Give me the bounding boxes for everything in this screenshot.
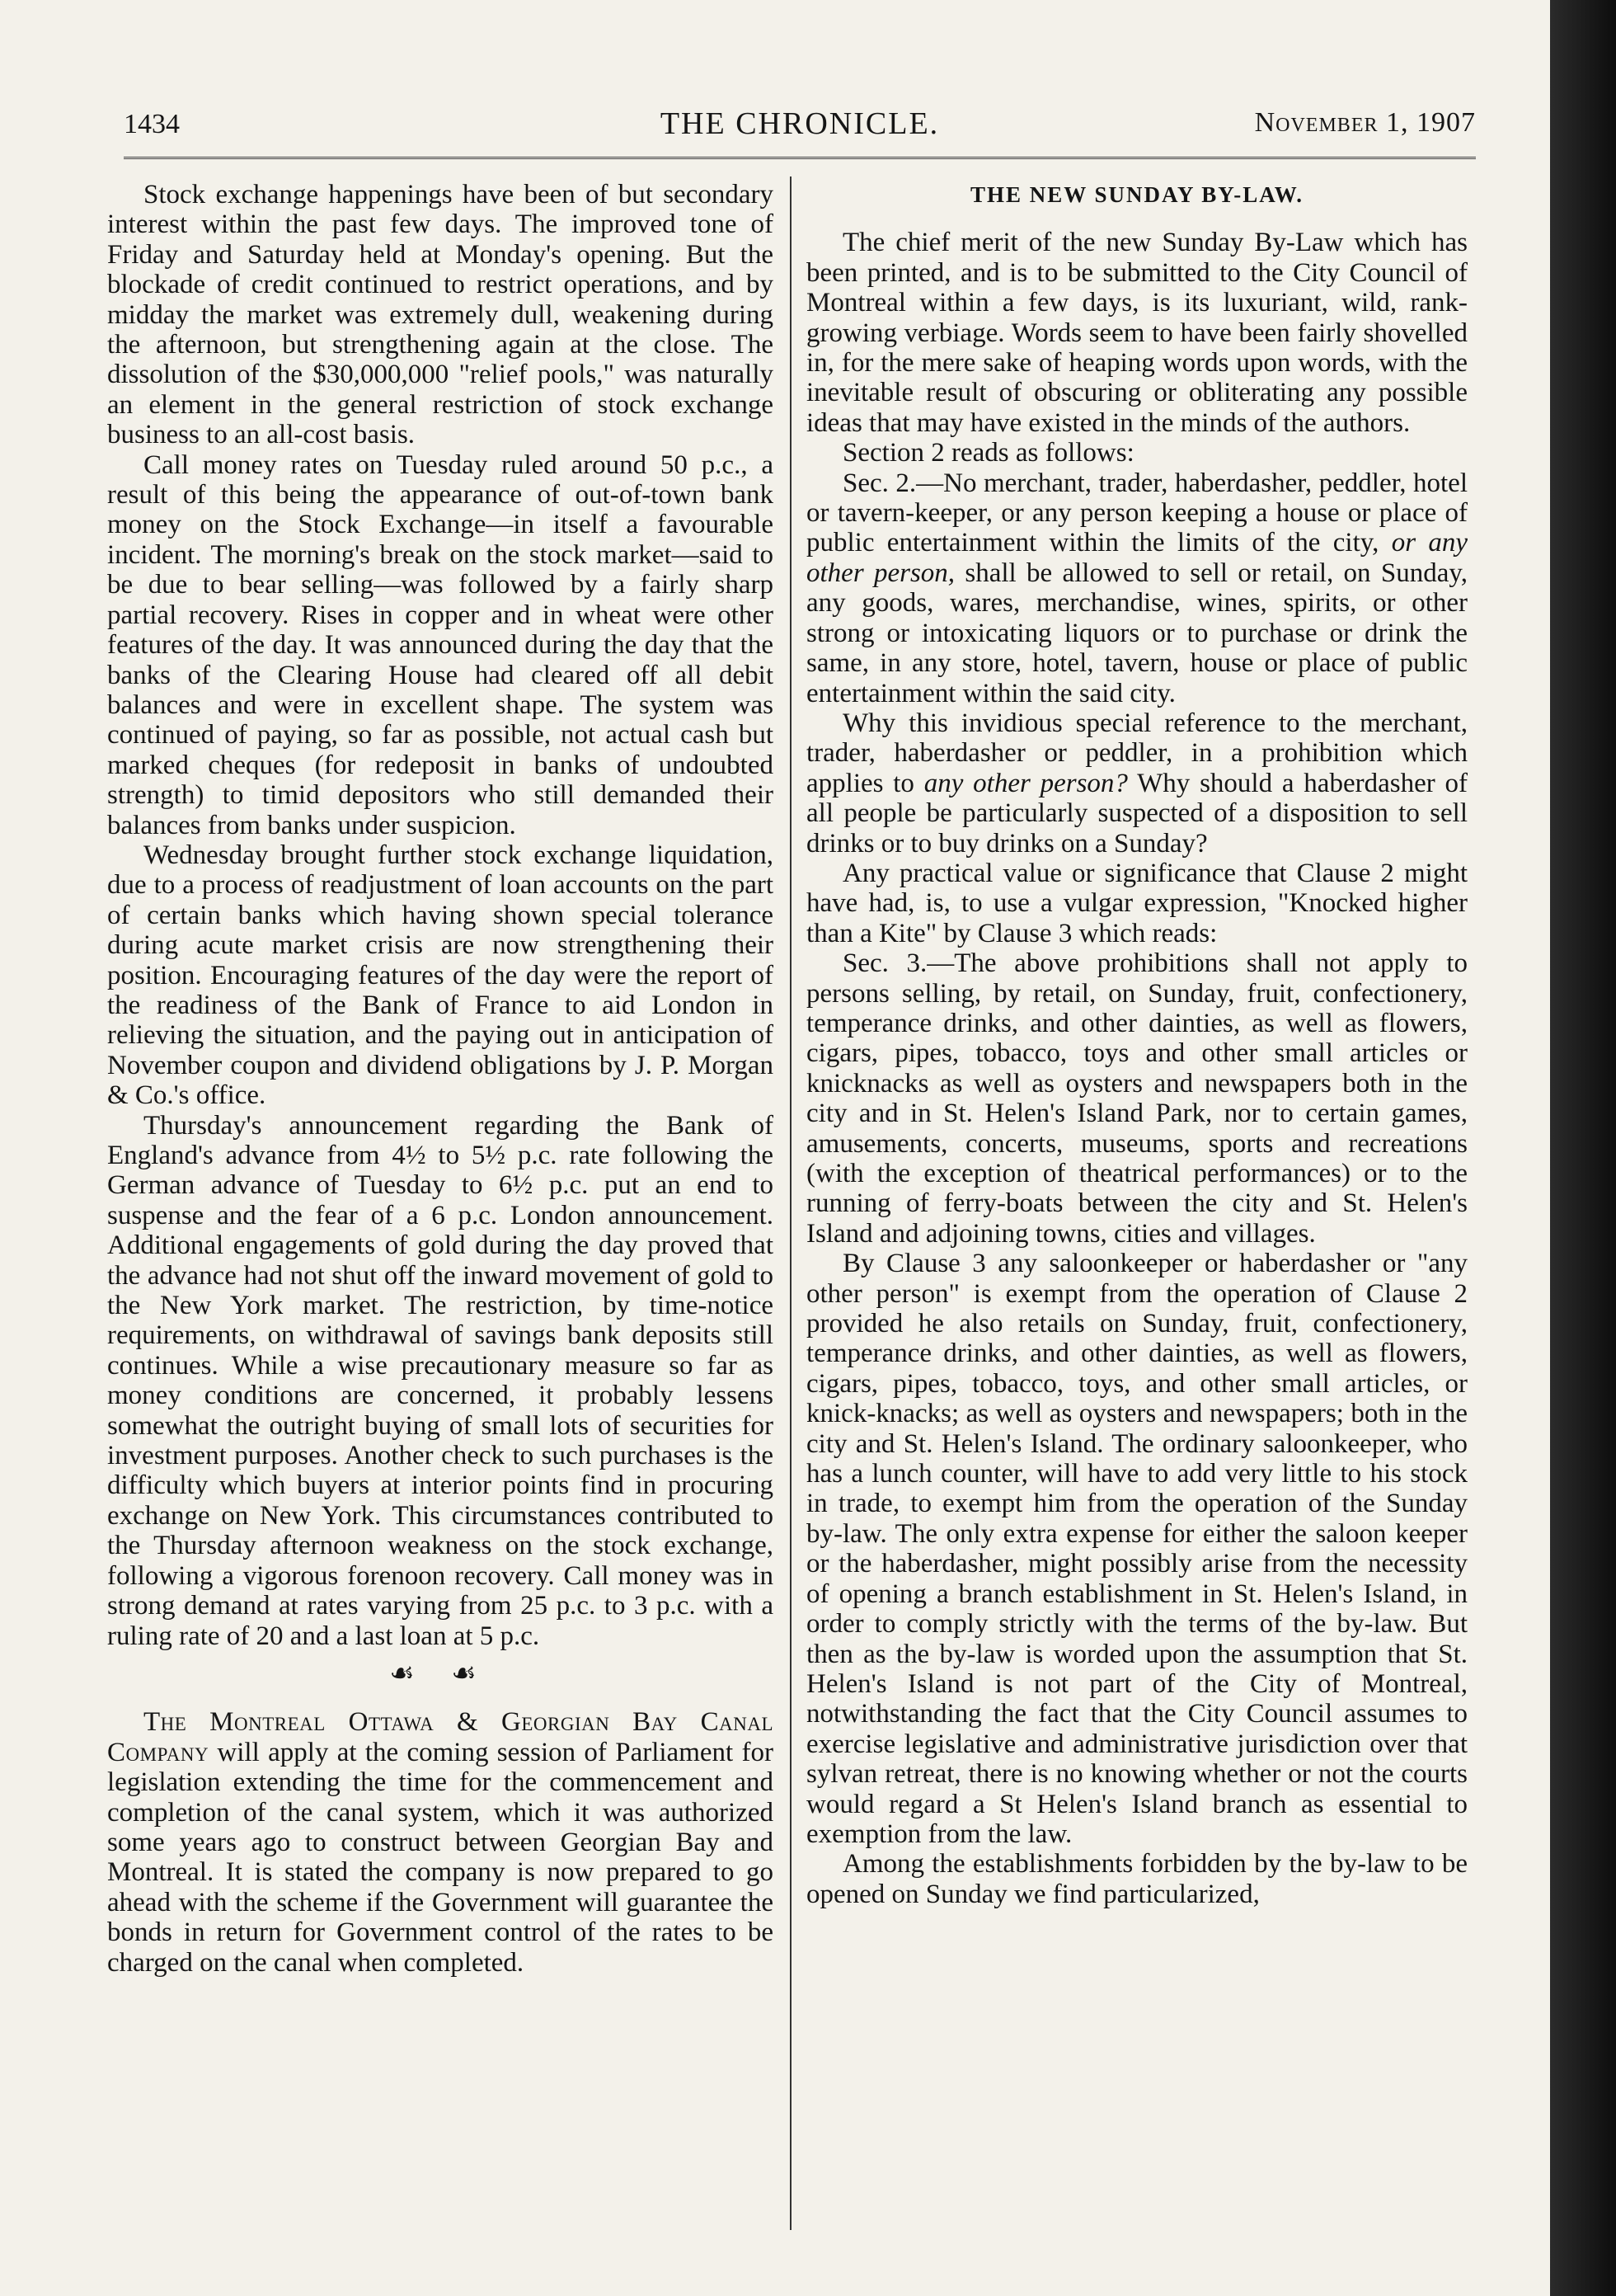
- column-divider: [790, 176, 792, 2230]
- paragraph: Wednesday brought further stock exchange liquidation, due to a process of readjustment of loan accounts on the part of certain banks which having shown special tolerance during acute market crisis are now strengthening their position. Encouraging features of the day were the report of the readiness of the Bank of France to aid London in relieving the situation, and the paying out in anticipation of November coupon and dividend obligations by J. P. Morgan & Co.'s office.: [107, 840, 773, 1111]
- company-name: The Montreal Ottawa & Georgian Bay Canal Company: [107, 1707, 773, 1767]
- paragraph: Call money rates on Tuesday ruled around 50 p.c., a result of this being the appearance of out-of-town bank money on the Stock Exchange—in itself a favourable incident. The morning's break on the stock market—said to be due to bear selling—was followed by a fairly sharp partial recovery. Rises in copper and in wheat were other features of the day. It was announced during the day that the banks of the Clearing House had cleared off all debit balances and were in excellent shape. The system was continued of paying, so far as possible, not actual cash but marked cheques (for redeposit in banks of undoubted strength) to timid depositors who still demanded their balances from banks under suspicion.: [107, 449, 773, 840]
- ornament-divider: ☙ ☙: [389, 1658, 491, 1689]
- quote-text: Sec. 2.—No merchant, trader, haberdasher, peddler, hotel or tavern-keeper, or any person keeping a house or place of public entertainment within the limits of the city,: [806, 468, 1468, 558]
- left-column: [107, 180, 773, 1978]
- publication-title: THE CHRONICLE.: [660, 106, 940, 141]
- emphasis: or any other person,: [806, 528, 1468, 588]
- header-rule: [124, 157, 1476, 159]
- paragraph: [107, 1707, 773, 1978]
- right-column: [806, 180, 1468, 1909]
- paragraph-text: Why should a haberdasher of all people be particularly suspected of a disposition to sell drinks or to buy drinks on a Sunday?: [806, 768, 1468, 859]
- paragraph: By Clause 3 any saloonkeeper or haberdasher or "any other person" is exempt from the operation of Clause 2 provided he also retails on Sunday, fruit, confectionery, temperance drinks, and other dainties, as well as flowers, cigars, pipes, tobacco, toys, and other small articles, or knick-knacks; as well as oysters and newspapers; both in the city and St. Helen's Island. The ordinary saloonkeeper, who has a lunch counter, will have to add very little to his stock in trade, to exempt him from the operation of the Sunday by-law. The only extra expense for either the saloon keeper or the haberdasher, might possibly arise from the necessity of opening a branch establishment in St. Helen's Island, in order to comply strictly with the terms of the by-law. But then as the by-law is worded upon the assumption that St. Helen's Island is not part of the City of Montreal, notwithstanding the fact that the City Council assumes to exercise legislative and administrative jurisdiction over that sylvan retreat, there is no knowing whether or not the courts would regard a St Helen's Island branch as essential to exemption from the law.: [806, 1249, 1468, 1849]
- paragraph: Among the establishments forbidden by the by-law to be opened on Sunday we find particularized,: [806, 1849, 1468, 1909]
- emphasis: any other person?: [923, 768, 1128, 798]
- page-header: [124, 97, 1476, 147]
- paragraph: Thursday's announcement regarding the Bank of England's advance from 4½ to 5½ p.c. rate following the German advance of Tuesday to 6½ p.c. put an end to suspense and the fear of a 6 p.c. London announcement. Additional engagements of gold during the day proved that the advance had not shut off the inward movement of gold to the New York market. The restriction, by time-notice requirements, on withdrawal of savings bank deposits still continues. While a wise precautionary measure so far as money conditions are concerned, it probably lessens somewhat the outright buying of small lots of securities for investment purposes. Another check to such purchases is the difficulty which buyers at interior points find in procuring exchange on New York. This circumstances contributed to the Thursday afternoon weakness on the stock exchange, following a vigorous forenoon recovery. Call money was in strong demand at rates varying from 25 p.c. to 3 p.c. with a ruling rate of 20 and a last loan at 5 p.c.: [107, 1110, 773, 1651]
- page-number: 1434: [124, 109, 180, 139]
- paragraph: Section 2 reads as follows:: [843, 438, 1134, 468]
- paragraph: Stock exchange happenings have been of but secondary interest within the past few days. The improved tone of Friday and Saturday held at Monday's opening. But the blockade of credit continued to restrict operations, and by midday the market was extremely dull, weakening during the afternoon, but strengthening again at the close. The dissolution of the $30,000,000 "relief pools," was naturally an element in the general restriction of stock exchange business to an all-cost basis.: [107, 180, 773, 450]
- paragraph: Any practical value or significance that Clause 2 might have had, is, to use a vulgar expression, "Knocked higher than a Kite" by Clause 3 which reads:: [806, 858, 1468, 948]
- paragraph-text: Why this invidious special reference to the merchant, trader, haberdasher or peddler, in a prohibition which applies to: [806, 708, 1468, 798]
- article-heading: THE NEW SUNDAY BY-LAW.: [970, 182, 1304, 207]
- quote-text: shall be allowed to sell or retail, on Sunday, any goods, wares, merchandise, wines, spirits, or other strong or intoxicating liquors or to purchase or drink the same, in any store, hotel, tavern, house or place of public entertainment within the said city.: [806, 558, 1468, 708]
- quoted-section: Sec. 3.—The above prohibitions shall not apply to persons selling, by retail, on Sunday, fruit, confectionery, temperance drinks, and other dainties, as well as flowers, cigars, pipes, tobacco, toys and other small articles or knicknacks as well as oysters and newspapers both in the city and in St. Helen's Island Park, nor to certain games, amusements, concerts, museums, sports and recreations (with the exception of theatrical performances) or to the running of ferry-boats between the city and St. Helen's Island and adjoining towns, cities and villages.: [806, 948, 1468, 1249]
- issue-date: November 1, 1907: [1254, 107, 1476, 138]
- quoted-section: [806, 468, 1468, 708]
- paragraph: The chief merit of the new Sunday By-Law which has been printed, and is to be submitted to the City Council of Montreal within a few days, is its luxuriant, wild, rank-growing verbiage. Words seem to have been fairly shovelled in, for the mere sake of heaping words upon words, with the inevitable result of obscuring or obliterating any possible ideas that may have existed in the minds of the authors.: [806, 228, 1468, 438]
- paragraph: [806, 708, 1468, 859]
- paragraph-text: will apply at the coming session of Parliament for legislation extending the time for the commencement and completion of the canal system, which it was authorized some years ago to construct between Georgian Bay and Montreal. It is stated the company is now prepared to go ahead with the scheme if the Government will guarantee the bonds in return for Government control of the rates to be charged on the canal when completed.: [107, 1737, 773, 1978]
- scan-edge: [1550, 0, 1616, 2296]
